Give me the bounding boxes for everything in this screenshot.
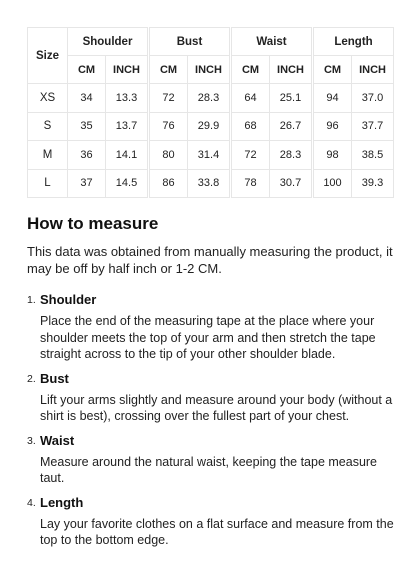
shoulder-header: Shoulder [68,28,148,56]
unit-header: CM [232,56,270,84]
measure-guide [27,213,397,556]
table-cell: 38.5 [352,141,394,170]
list-item [27,494,397,549]
size-cell: M [28,141,68,170]
unit-header: INCH [270,56,312,84]
table-cell: 72 [150,84,188,113]
table-cell: 37.0 [352,84,394,113]
table-cell: 36 [68,141,106,170]
step-description: Lay your favorite clothes on a flat surface and measure from the top to the bottom edge. [40,516,394,547]
step-number: 2. [27,372,36,385]
table-cell: 78 [232,169,270,198]
unit-header: CM [68,56,106,84]
step-number: 1. [27,294,36,306]
measure-steps-list [27,291,397,549]
size-cell: S [28,112,68,141]
step-title: Waist [40,432,75,448]
table-row [28,141,394,170]
table-cell: 68 [232,112,270,141]
list-item [27,291,397,363]
bust-header: Bust [150,28,230,56]
table-cell: 14.1 [106,141,148,170]
step-number: 4. [27,496,36,509]
table-cell: 72 [232,141,270,170]
table-cell: 94 [314,84,352,113]
unit-header: CM [314,56,352,84]
guide-intro: This data was obtained from manually measuring the product, it may be off by half inch or 1-2 CM. [27,244,393,276]
table-cell: 33.8 [188,169,230,198]
table-cell: 26.7 [270,112,312,141]
unit-header: INCH [188,56,230,84]
table-cell: 98 [314,141,352,170]
table-cell: 29.9 [188,112,230,141]
table-cell: 37.7 [352,112,394,141]
list-item [27,432,397,487]
table-cell: 76 [150,112,188,141]
size-cell: XS [28,84,68,113]
unit-header: INCH [352,56,394,84]
size-cell: L [28,169,68,198]
table-unit-header-row [28,56,394,84]
guide-title: How to measure [27,214,159,233]
step-title: Bust [40,370,69,386]
waist-header: Waist [232,28,312,56]
table-cell: 80 [150,141,188,170]
step-number: 3. [27,434,36,447]
table-cell: 37 [68,169,106,198]
step-description: Measure around the natural waist, keeping the tape measure taut. [40,454,378,485]
step-title: Length [40,494,84,510]
table-cell: 28.3 [270,141,312,170]
size-chart-table [27,27,394,198]
step-title: Shoulder [40,292,97,307]
size-header: Size [28,28,68,84]
table-cell: 34 [68,84,106,113]
step-description: Place the end of the measuring tape at the place where your shoulder meets the top of your arm and then stretch the tape straight across to the tip of your other shoulder blade. [40,314,376,361]
table-cell: 31.4 [188,141,230,170]
table-cell: 86 [150,169,188,198]
table-cell: 30.7 [270,169,312,198]
table-row [28,112,394,141]
unit-header: CM [150,56,188,84]
table-cell: 96 [314,112,352,141]
table-cell: 13.7 [106,112,148,141]
table-cell: 13.3 [106,84,148,113]
table-cell: 28.3 [188,84,230,113]
length-header: Length [314,28,394,56]
table-cell: 39.3 [352,169,394,198]
table-cell: 100 [314,169,352,198]
table-group-header-row [28,28,394,56]
table-cell: 25.1 [270,84,312,113]
step-description: Lift your arms slightly and measure around your body (without a shirt is best), crossing over the fullest part of your chest. [40,392,393,423]
table-cell: 64 [232,84,270,113]
table-cell: 14.5 [106,169,148,198]
table-cell: 35 [68,112,106,141]
table-row [28,84,394,113]
table-row [28,169,394,198]
unit-header: INCH [106,56,148,84]
list-item [27,370,397,425]
